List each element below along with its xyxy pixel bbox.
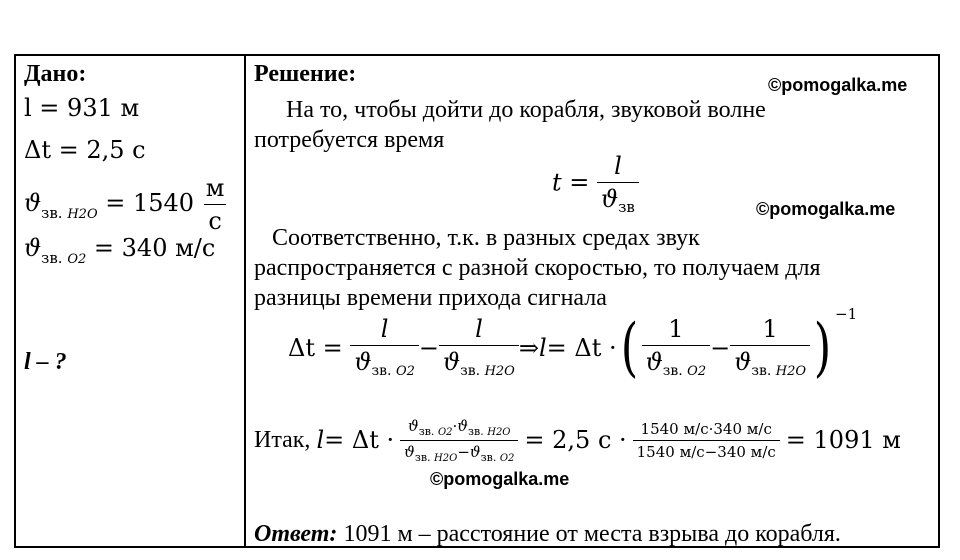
formula-time-difference: Δt = $\frac{l}{ϑ_{зв. O2}}$ − $\frac{l}{ϑ_{зв. H2O}}$ ⇒ l = Δt · ( $\frac{1}{ϑ_{зв. O2}}$ − $\frac{1}{ϑ_{зв. H2O}}$ ) −1: [288, 305, 858, 385]
unit-fraction: $\frac{м}{с}$: [205, 174, 225, 235]
result-numeric-fraction: $\frac{1540 м/с\cdot 340 м/с}{1540 м/с-340 м/с}$: [633, 420, 780, 461]
given-time-difference: Δt = 2,5 с: [24, 136, 146, 164]
answer-label: Ответ:: [254, 521, 338, 547]
column-divider: [244, 56, 246, 546]
result-line: Итак, l = Δt · $\frac{ϑ_{зв. O2}\cdot ϑ_{зв. H2O}}{ϑ_{зв. H2O}-ϑ_{зв. O2}}$ = 2,5 с · $\frac{1540 м/с\cdot 340 м/с}{1540 м/с-340 м/с}$ = 1091 м: [254, 416, 901, 464]
find-unknown: l – ?: [24, 349, 67, 375]
watermark-top: ©pomogalka.me: [768, 75, 908, 95]
speed-symbol: ϑ: [24, 189, 42, 217]
paragraph-2-line-2: распространяется с разной скоростью, то получаем для: [254, 255, 821, 281]
given-speed-oxygen: $ϑ_{зв. O2} = 340$ м/с: [24, 234, 216, 267]
paragraph-2-line-1: Соответственно, т.к. в разных средах звук: [272, 225, 700, 251]
speed-water-value: = 1540: [105, 189, 195, 217]
speed-subscript: зв. H2O: [41, 204, 98, 222]
paragraph-1-line-2: потребуется время: [254, 127, 445, 153]
answer-line: [254, 520, 841, 548]
result-symbolic-fraction: $\frac{ϑ_{зв. O2}\cdot ϑ_{зв. H2O}}{ϑ_{зв. H2O}-ϑ_{зв. O2}}$: [400, 417, 518, 464]
given-speed-water: [24, 174, 228, 235]
answer-text: 1091 м – расстояние от места взрыва до корабля.: [337, 521, 841, 547]
formula-time: t = $\frac{l}{ϑ_{зв}}$: [552, 152, 639, 216]
solution-table: [14, 54, 940, 548]
given-distance: l = 931 м: [24, 94, 140, 122]
watermark-middle: ©pomogalka.me: [756, 199, 896, 219]
given-header: Дано:: [24, 61, 87, 87]
paragraph-2-line-3: разницы времени прихода сигнала: [254, 285, 607, 311]
paragraph-1-line-1: На то, чтобы дойти до корабля, звуковой волне: [286, 97, 766, 123]
solution-header: Решение:: [254, 61, 357, 87]
watermark-bottom: ©pomogalka.me: [430, 469, 570, 489]
